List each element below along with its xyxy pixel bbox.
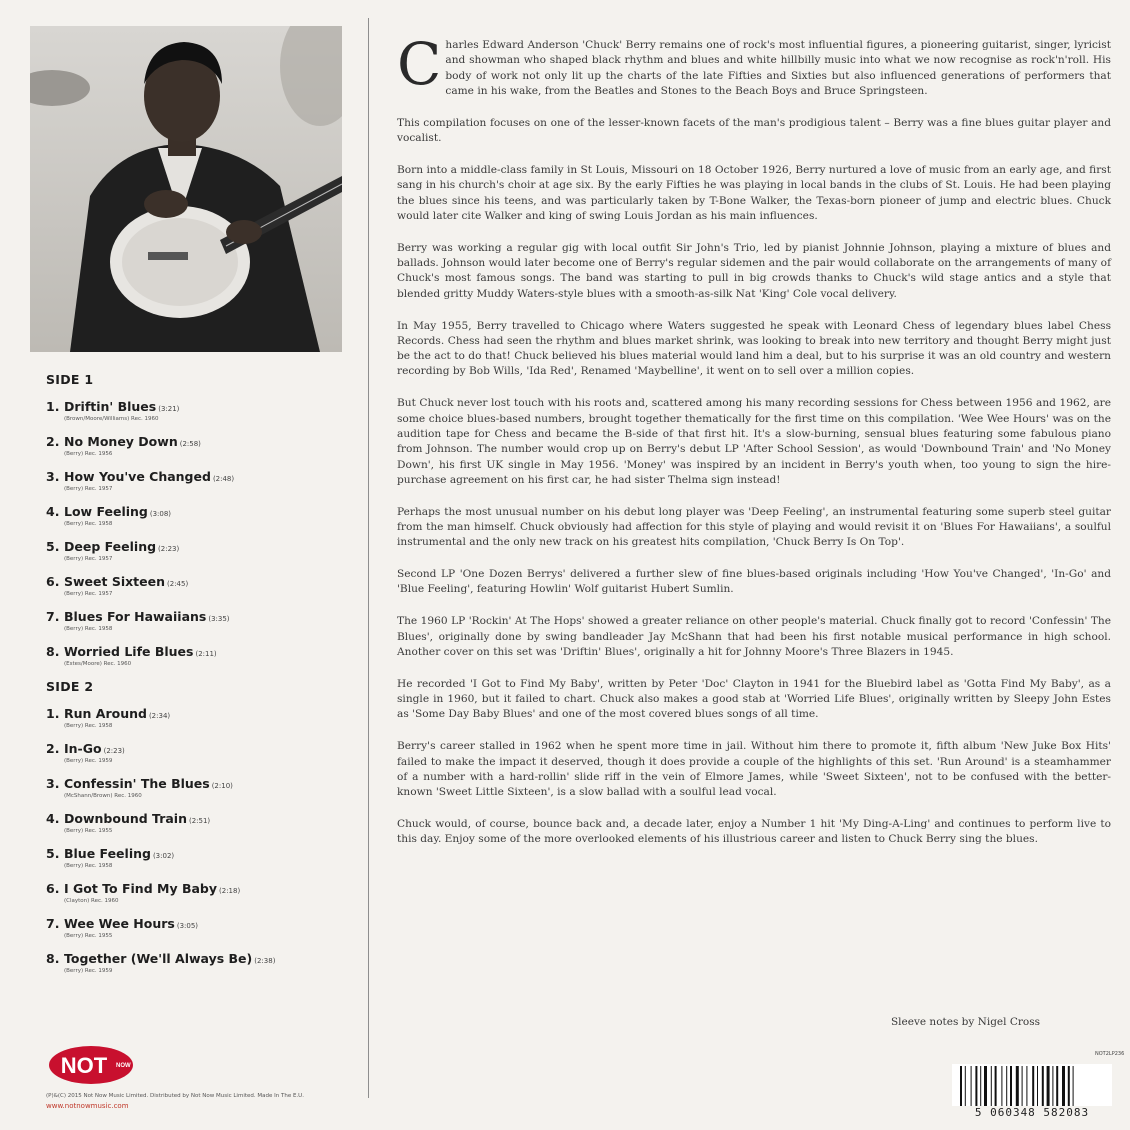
- track-line: [46, 916, 356, 931]
- notes-paragraph-11: Berry's career stalled in 1962 when he spent more time in jail. Without him there to promote it, fifth album 'New Juke Box Hits' failed to make the impact it deserved, though it does provide a couple of the highlights of this set. 'Run Around' is a steamhammer of a number with a hard-rollin' slide riff in the vein of Elmore James, while 'Sweet Sixteen', not to be confused with the better-known 'Sweet Little Sixteen', is a slow ballad with a soulful lead vocal.: [397, 740, 1111, 799]
- track-line: [46, 881, 356, 896]
- sleeve-notes: [397, 30, 1111, 864]
- barcode-bar: [1022, 1066, 1023, 1106]
- notes-paragraph-10: He recorded 'I Got to Find My Baby', written by Peter 'Doc' Clayton in 1941 for the Bluebird label as 'Gotta Find My Baby', as a single in 1960, but it failed to chart. Chuck also makes a good stab at 'Worried Life Blues', originally written by Sleepy John Estes as 'Some Day Baby Blues' and one of the most covered blues songs of all time.: [397, 677, 1111, 721]
- track-number: 1.: [46, 706, 60, 721]
- notes-paragraph-5: In May 1955, Berry travelled to Chicago where Waters suggested he speak with Leonard Chess of legendary blues label Chess Records. Chess had seen the rhythm and blues market shrink, was looking to break into new territory and thought Berry might just be the act to do that! Chuck believed his blues material would land him a deal, but to his surprise it was an old country and western recording by Bob Wills, 'Ida Red', Renamed 'Maybelline', it went on to sell over a million copies.: [397, 319, 1111, 378]
- barcode-bar: [1062, 1066, 1065, 1106]
- track-item: [46, 951, 356, 975]
- track-credit: (McShann/Brown) Rec. 1960: [64, 793, 142, 799]
- notes-paragraph-8: Second LP 'One Dozen Berrys' delivered a further slew of fine blues-based originals including 'How You've Changed', 'In-Go' and 'Blue Feeling', featuring Howlin' Wolf guitarist Hubert Sumlin.: [397, 568, 1111, 596]
- track-item: [46, 469, 356, 493]
- track-line: [46, 951, 356, 966]
- website-link[interactable]: www.notnowmusic.com: [46, 1102, 129, 1110]
- side-2-heading: SIDE 2: [46, 679, 94, 694]
- barcode-bar: [1068, 1066, 1070, 1106]
- track-number: 3.: [46, 776, 60, 791]
- track-line: [46, 504, 356, 519]
- drop-cap: C: [397, 30, 442, 98]
- track-duration: (2:18): [219, 887, 241, 895]
- track-number: 4.: [46, 811, 60, 826]
- track-item: [46, 609, 356, 633]
- track-line: [46, 399, 356, 414]
- artist-photo-illustration: [30, 26, 342, 352]
- notes-paragraph-9: The 1960 LP 'Rockin' At The Hops' showed a greater reliance on other people's material. Chuck finally got to record 'Confessin' The Blues', originally done by swing bandleader Jay McShann that had been his first notable musical performance in high school. Another cover on this set was 'Driftin' Blues', originally a hit for Johnny Moore's Three Blazers in 1945.: [397, 615, 1111, 658]
- barcode-bar: [980, 1066, 981, 1106]
- track-line: [46, 741, 356, 756]
- track-duration: (2:10): [211, 782, 233, 790]
- track-credit: (Berry) Rec. 1957: [64, 556, 113, 562]
- barcode-bar: [1032, 1066, 1034, 1106]
- track-number: 5.: [46, 539, 60, 554]
- track-title: Together (We'll Always Be): [64, 951, 253, 966]
- track-duration: (2:38): [254, 957, 276, 965]
- track-number: 6.: [46, 574, 60, 589]
- track-title: Blue Feeling: [64, 846, 151, 861]
- barcode-bar: [1010, 1066, 1012, 1106]
- side-2-tracks: [46, 706, 356, 975]
- track-duration: (2:23): [158, 545, 180, 553]
- track-item: [46, 916, 356, 940]
- notes-paragraph-4: Berry was working a regular gig with local outfit Sir John's Trio, led by pianist Johnnie Johnson, playing a mixture of blues and ballads. Johnson would later become one of Berry's regular sidemen and the pair would collaborate on the arrangements of many of Chuck's most famous songs. The band was starting to pull in big crowds thanks to Chuck's wild stage antics and a style that blended gritty Muddy Waters-style blues with a smooth-as-silk Nat 'King' Cole vocal delivery.: [397, 241, 1111, 300]
- track-title: I Got To Find My Baby: [64, 881, 218, 896]
- barcode-bar: [1052, 1066, 1053, 1106]
- track-duration: (2:11): [195, 650, 217, 658]
- track-duration: (3:02): [152, 852, 175, 860]
- not-now-music-logo: [48, 1045, 134, 1085]
- track-number: 7.: [46, 916, 60, 931]
- track-duration: (3:21): [158, 405, 180, 413]
- track-number: 1.: [46, 399, 60, 414]
- barcode-bar: [1001, 1066, 1002, 1106]
- track-item: [46, 881, 356, 905]
- track-duration: (2:45): [167, 580, 189, 588]
- barcode-bar: [965, 1066, 966, 1106]
- track-line: [46, 644, 356, 659]
- barcode-bar: [1047, 1066, 1050, 1106]
- track-item: [46, 539, 356, 563]
- track-credit: (Berry) Rec. 1958: [64, 863, 113, 869]
- track-item: [46, 706, 356, 730]
- track-number: 2.: [46, 741, 60, 756]
- track-title: Sweet Sixteen: [64, 574, 166, 589]
- track-title: Worried Life Blues: [64, 644, 194, 659]
- track-item: [46, 846, 356, 870]
- logo-subtext: NOW: [116, 1063, 131, 1069]
- notes-paragraph-3: Born into a middle-class family in St Louis, Missouri on 18 October 1926, Berry nurtured a love of music from an early age, and first sang in his church's choir at age six. By the early Fifties he was playing in local bands in the clubs of St. Louis. He had been playing the blues since his teens, and was particularly taken by T-Bone Walker, the Texas-born pioneer of jump and electric blues. Chuck would later cite Walker and king of swing Louis Jordan as his main influences.: [397, 163, 1111, 222]
- track-credit: (Berry) Rec. 1959: [64, 968, 113, 974]
- track-duration: (2:23): [103, 747, 125, 755]
- track-item: [46, 399, 356, 423]
- side-1-tracks: [46, 399, 356, 668]
- track-title: Low Feeling: [64, 504, 148, 519]
- track-credit: (Berry) Rec. 1955: [64, 828, 113, 834]
- track-line: [46, 846, 356, 861]
- barcode-bar: [1016, 1066, 1019, 1106]
- side-1-heading: SIDE 1: [46, 372, 94, 387]
- track-credit: (Brown/Moore/Williams) Rec. 1960: [64, 416, 159, 422]
- track-item: [46, 434, 356, 458]
- track-title: How You've Changed: [64, 469, 211, 484]
- track-duration: (2:58): [179, 440, 201, 448]
- sleeve-notes-credit: Sleeve notes by Nigel Cross: [890, 1016, 1040, 1028]
- track-line: [46, 574, 356, 589]
- track-number: 7.: [46, 609, 60, 624]
- track-duration: (3:08): [149, 510, 172, 518]
- track-line: [46, 434, 356, 449]
- track-credit: (Berry) Rec. 1957: [64, 591, 113, 597]
- track-title: Run Around: [64, 706, 147, 721]
- barcode-bar: [971, 1066, 972, 1106]
- track-duration: (2:51): [188, 817, 211, 825]
- notes-paragraph-12: Chuck would, of course, bounce back and, a decade later, enjoy a Number 1 hit 'My Ding-A-Ling' and continues to perform live to this day. Enjoy some of the more overlooked elements of his illustrious career and listen to Chuck Berry sing the blues.: [397, 818, 1111, 846]
- track-title: In-Go: [64, 741, 102, 756]
- track-credit: (Berry) Rec. 1958: [64, 521, 113, 527]
- track-duration: (2:34): [148, 712, 171, 720]
- track-number: 8.: [46, 644, 60, 659]
- track-number: 2.: [46, 434, 60, 449]
- track-title: Downbound Train: [64, 811, 187, 826]
- track-item: [46, 644, 356, 668]
- notes-paragraph-2: This compilation focuses on one of the lesser-known facets of the man's prodigious talent – Berry was a fine blues guitar player and vocalist.: [397, 116, 1111, 145]
- track-number: 3.: [46, 469, 60, 484]
- barcode-bar: [1026, 1066, 1027, 1106]
- barcode-bar: [960, 1066, 962, 1106]
- track-duration: (3:05): [176, 922, 199, 930]
- track-item: [46, 776, 356, 800]
- barcode-bar: [984, 1066, 987, 1106]
- track-credit: (Berry) Rec. 1956: [64, 451, 113, 457]
- track-line: [46, 469, 356, 484]
- track-number: 4.: [46, 504, 60, 519]
- track-number: 8.: [46, 951, 60, 966]
- artist-photo: [30, 26, 342, 352]
- track-item: [46, 574, 356, 598]
- track-title: Driftin' Blues: [64, 399, 157, 414]
- track-title: Wee Wee Hours: [64, 916, 175, 931]
- tracklist: [46, 372, 356, 986]
- barcode-bar: [995, 1066, 997, 1106]
- notes-paragraph-6: But Chuck never lost touch with his roots and, scattered among his many recording sessions for Chess between 1956 and 1962, are some choice blues-based numbers, brought together thematically for the first time on this compilation. 'Wee Wee Hours' was on the audition tape for Chess and became the B-side of that first hit. It's a slow-burning, sensual blues featuring some fabulous piano from Johnson. The number would crop up on Berry's debut LP 'After School Session', as would 'Downbound Train' and 'No Money Down', his first UK single in May 1956. 'Money' was inspired by an incident in Berry's youth when, too young to sign the hire-purchase agreement on his first car, he had sister Thelma sign instead!: [397, 397, 1111, 486]
- track-item: [46, 811, 356, 835]
- barcode-bar: [1042, 1066, 1044, 1106]
- track-line: [46, 539, 356, 554]
- track-title: Deep Feeling: [64, 539, 157, 554]
- track-credit: (Berry) Rec. 1958: [64, 626, 113, 632]
- track-item: [46, 741, 356, 765]
- barcode-bar: [975, 1066, 977, 1106]
- track-line: [46, 776, 356, 791]
- track-number: 6.: [46, 881, 60, 896]
- track-line: [46, 811, 356, 826]
- notes-paragraph-7: Perhaps the most unusual number on his debut long player was 'Deep Feeling', an instrumental featuring some superb steel guitar from the man himself. Chuck obviously had affection for this style of playing and would revisit it on 'Blues For Hawaiians', a soulful instrumental and the only new track on his greatest hits compilation, 'Chuck Berry Is On Top'.: [397, 505, 1111, 549]
- track-credit: (Clayton) Rec. 1960: [64, 898, 119, 904]
- track-credit: (Berry) Rec. 1955: [64, 933, 113, 939]
- barcode-bar: [1056, 1066, 1058, 1106]
- barcode-bar: [1037, 1066, 1038, 1106]
- notes-paragraph-1: [397, 30, 1111, 99]
- track-credit: (Estes/Moore) Rec. 1960: [64, 661, 132, 667]
- track-duration: (2:48): [212, 475, 235, 483]
- barcode-bar: [1073, 1066, 1074, 1106]
- track-title: Blues For Hawaiians: [64, 609, 207, 624]
- track-title: No Money Down: [64, 434, 178, 449]
- notes-paragraph-1-text: harles Edward Anderson 'Chuck' Berry remains one of rock's most influential figures, a pioneering guitarist, singer, lyricist and showman who shaped black rhythm and blues and white hillbilly music into what we now recognise as rock'n'roll. His body of work not only lit up the charts of the late Fifties and Sixties but also influenced generations of performers that came in his wake, from the Beatles and Stones to the Beach Boys and Bruce Springsteen.: [445, 39, 1111, 97]
- barcode-bar: [991, 1066, 992, 1106]
- logo-text: NOT: [60, 1053, 108, 1078]
- track-title: Confessin' The Blues: [64, 776, 210, 791]
- vertical-divider: [368, 18, 369, 1098]
- copyright-line: (P)&(C) 2015 Not Now Music Limited. Distributed by Not Now Music Limited. Made In The E.U.: [46, 1093, 304, 1099]
- track-credit: (Berry) Rec. 1958: [64, 723, 113, 729]
- track-duration: (3:35): [208, 615, 230, 623]
- barcode-bar: [1006, 1066, 1007, 1106]
- track-item: [46, 504, 356, 528]
- track-line: [46, 706, 356, 721]
- track-line: [46, 609, 356, 624]
- track-credit: (Berry) Rec. 1957: [64, 486, 113, 492]
- track-number: 5.: [46, 846, 60, 861]
- catalog-number: NOT2LP236: [1095, 1051, 1125, 1057]
- track-credit: (Berry) Rec. 1959: [64, 758, 113, 764]
- barcode-digits: 5 060348 582083: [952, 1106, 1112, 1119]
